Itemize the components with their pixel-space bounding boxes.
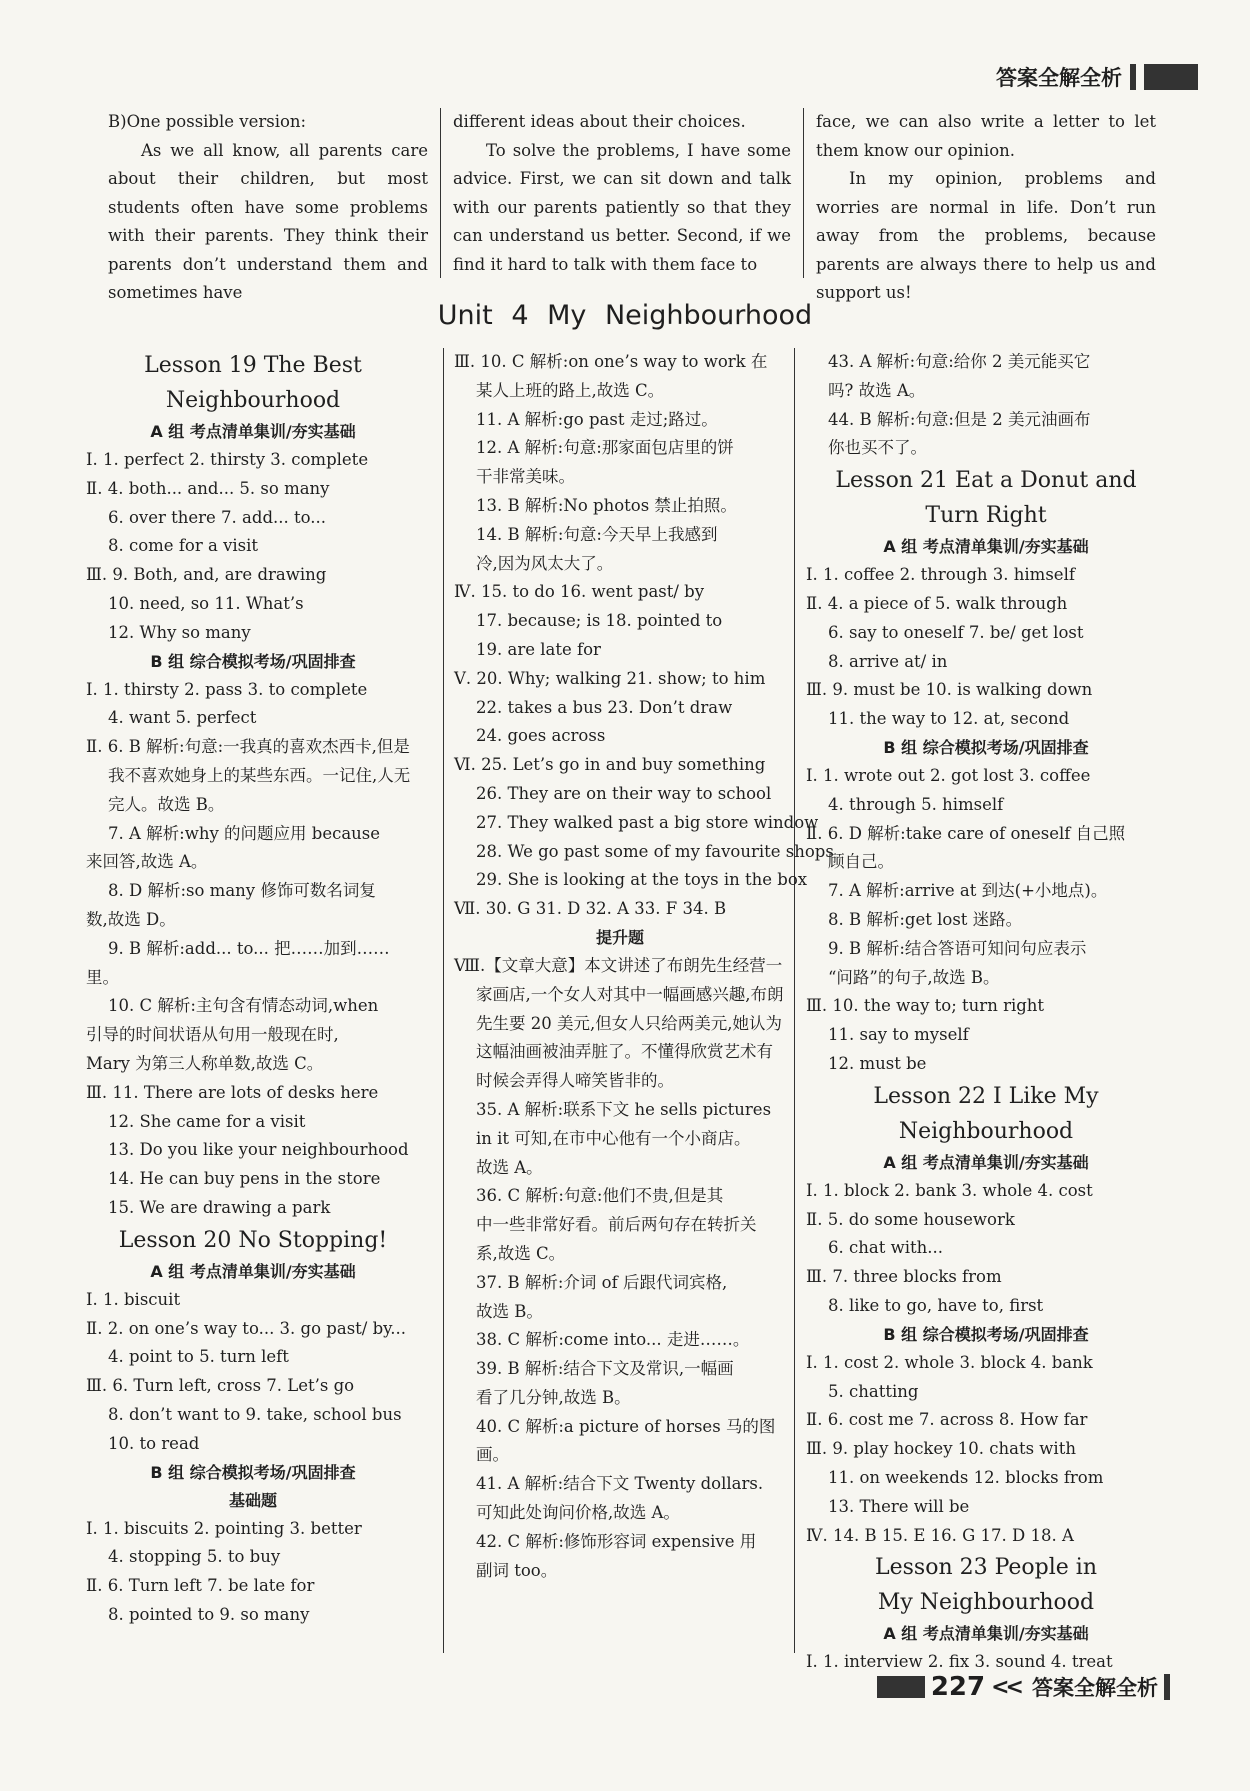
essay-paragraph: In my opinion, problems and worries are normal in life. Don’t run away from the problems, because parents are always there to help us and support us!: [816, 169, 1156, 302]
answer-line: 顾自己。: [828, 852, 894, 872]
answer-line: Ⅲ. 7. three blocks from: [806, 1267, 1002, 1287]
answer-line: 37. B 解析:介词 of 后跟代词宾格,: [476, 1272, 728, 1292]
answer-line: 12. must be: [828, 1053, 927, 1073]
answer-line: Ⅶ. 30. G 31. D 32. A 33. F 34. B: [454, 899, 727, 919]
answer-line: Ⅲ. 11. There are lots of desks here: [86, 1082, 379, 1102]
group-heading: 基础题: [228, 1490, 277, 1510]
answer-line: 干非常美味。: [476, 467, 575, 487]
footer-title: 答案全解全析: [1032, 1676, 1158, 1700]
group-heading: 提升题: [595, 927, 644, 947]
lesson-title: Lesson 22 I Like My: [873, 1083, 1099, 1109]
answer-line: Ⅱ. 4. a piece of 5. walk through: [806, 593, 1068, 613]
answer-line: 副词 too。: [476, 1560, 558, 1580]
answer-line: 26. They are on their way to school: [476, 783, 772, 803]
answer-line: 故选 B。: [476, 1301, 543, 1321]
answer-column-3: [806, 348, 1166, 1677]
answer-line: 13. Do you like your neighbourhood: [108, 1140, 409, 1160]
essay-column-1: [108, 108, 441, 302]
answer-line: 44. B 解析:句意:但是 2 美元油画布: [828, 409, 1091, 429]
answer-line: Ⅰ. 1. wrote out 2. got lost 3. coffee: [806, 765, 1091, 785]
lesson-title: My Neighbourhood: [877, 1590, 1095, 1616]
answer-line: Ⅱ. 6. cost me 7. across 8. How far: [806, 1410, 1088, 1430]
answer-line: 10. need, so 11. What’s: [108, 593, 304, 613]
answer-line: 4. through 5. himself: [828, 794, 1004, 814]
answer-line: Ⅰ. 1. coffee 2. through 3. himself: [806, 565, 1075, 585]
answer-line: Ⅲ. 6. Turn left, cross 7. Let’s go: [86, 1376, 355, 1396]
answer-line: Ⅰ. 1. thirsty 2. pass 3. to complete: [86, 679, 368, 699]
essay-paragraph: different ideas about their choices.: [453, 112, 746, 131]
answer-line: 6. over there 7. add... to...: [108, 507, 326, 527]
answer-line: 看了几分钟,故选 B。: [476, 1387, 631, 1407]
answer-line: 13. There will be: [828, 1496, 970, 1516]
answer-column-2: [443, 348, 834, 1653]
answer-line: 14. B 解析:句意:今天早上我感到: [476, 524, 718, 544]
answer-line: 43. A 解析:句意:给你 2 美元能买它: [828, 352, 1091, 371]
answer-line: 22. takes a bus 23. Don’t draw: [476, 697, 733, 717]
answer-line: Ⅱ. 2. on one’s way to... 3. go past/ by...: [86, 1318, 407, 1338]
answer-line: 故选 A。: [476, 1157, 543, 1177]
answer-line: 17. because; is 18. pointed to: [476, 611, 723, 631]
answer-line: 24. goes across: [476, 726, 606, 746]
answer-line: 8. arrive at/ in: [828, 651, 948, 671]
essay-paragraph: face, we can also write a letter to let them know our opinion.: [816, 112, 1156, 160]
answer-line: 中一些非常好看。前后两句存在转折关: [476, 1215, 757, 1235]
answer-line: 19. are late for: [476, 639, 601, 659]
essay-heading: B)One possible version:: [108, 112, 307, 131]
answer-line: Ⅰ. 1. perfect 2. thirsty 3. complete: [86, 450, 369, 469]
answer-line: Ⅱ. 4. both... and... 5. so many: [86, 478, 330, 498]
footer-block: [877, 1676, 925, 1698]
essay-column-3: [804, 108, 1168, 302]
answer-line: 38. C 解析:come into... 走进……。: [476, 1330, 750, 1350]
answer-line: Ⅲ. 9. must be 10. is walking down: [806, 680, 1093, 700]
answer-line: 11. A 解析:go past 走过;路过。: [476, 409, 718, 429]
answer-line: Ⅰ. 1. biscuit: [86, 1289, 181, 1309]
page-header: [996, 62, 1198, 92]
answer-line: 4. point to 5. turn left: [108, 1347, 289, 1367]
answer-line: 7. A 解析:arrive at 到达(+小地点)。: [828, 881, 1108, 901]
group-heading: B 组 综合模拟考场/巩固排查: [883, 737, 1089, 757]
answer-line: Ⅳ. 15. to do 16. went past/ by: [454, 582, 705, 602]
header-title: 答案全解全析: [996, 66, 1122, 90]
group-heading: B 组 综合模拟考场/巩固排查: [150, 651, 356, 671]
answer-line: 11. the way to 12. at, second: [828, 709, 1070, 729]
lesson-title: Turn Right: [925, 503, 1047, 529]
answer-line: 29. She is looking at the toys in the box: [476, 870, 808, 890]
essay-paragraph: To solve the problems, I have some advice. First, we can sit down and talk with our parents patiently so that they can understand us better. Second, if we find it hard to talk with them face to: [453, 140, 791, 274]
answer-line: Ⅰ. 1. biscuits 2. pointing 3. better: [86, 1518, 362, 1538]
essay-section: [108, 108, 1168, 302]
answer-line: Mary 为第三人称单数,故选 C。: [86, 1053, 324, 1073]
answer-line: “问路”的句子,故选 B。: [828, 967, 1000, 987]
answer-line: 你也买不了。: [828, 438, 927, 458]
answer-line: 12. She came for a visit: [108, 1111, 306, 1131]
answer-line: 冷,因为风太大了。: [476, 553, 614, 573]
page-number: 227: [930, 1672, 986, 1702]
answer-line: Ⅲ. 10. C 解析:on one’s way to work 在: [454, 352, 768, 371]
lesson-title: Neighbourhood: [898, 1118, 1074, 1144]
answer-line: 28. We go past some of my favourite shops: [476, 841, 834, 861]
answer-line: 可知此处询问价格,故选 A。: [476, 1503, 680, 1523]
answer-line: Ⅰ. 1. cost 2. whole 3. block 4. bank: [806, 1352, 1093, 1372]
group-heading: B 组 综合模拟考场/巩固排查: [150, 1462, 356, 1482]
answer-line: 8. D 解析:so many 修饰可数名词复: [108, 881, 376, 901]
answer-line: 12. A 解析:句意:那家面包店里的饼: [476, 438, 734, 458]
answer-line: Ⅰ. 1. block 2. bank 3. whole 4. cost: [806, 1180, 1093, 1200]
answer-line: 画。: [476, 1445, 509, 1465]
answer-line: 41. A 解析:结合下文 Twenty dollars.: [476, 1474, 764, 1494]
answer-line: 35. A 解析:联系下文 he sells pictures: [476, 1099, 772, 1119]
answer-line: 4. want 5. perfect: [108, 708, 257, 728]
lesson-title: Lesson 20 No Stopping!: [118, 1227, 388, 1253]
answer-line: 数,故选 D。: [86, 909, 176, 929]
lesson-title: Lesson 21 Eat a Donut and: [835, 468, 1137, 494]
answer-line: 8. come for a visit: [108, 536, 259, 556]
answer-paragraph: Ⅱ. 6. B 解析:句意:一我真的喜欢杰西卡,但是我不喜欢她身上的某些东西。一记住,人无完人。故选 B。: [86, 737, 411, 814]
group-heading: B 组 综合模拟考场/巩固排查: [883, 1324, 1089, 1344]
answer-line: 40. C 解析:a picture of horses 马的图: [476, 1416, 776, 1436]
group-heading: A 组 考点清单集训/夯实基础: [150, 422, 356, 441]
answer-line: Ⅲ. 9. Both, and, are drawing: [86, 565, 327, 585]
answer-line: 12. Why so many: [108, 622, 251, 642]
answer-line: in it 可知,在市中心他有一个小商店。: [476, 1128, 751, 1148]
header-block: [1144, 64, 1198, 90]
answer-line: 引导的时间状语从句用一般现在时,: [86, 1025, 339, 1045]
essay-paragraph: As we all know, all parents care about their children, but most students often have some problems with their parents. They think their parents don’t understand them and sometimes have: [108, 140, 428, 302]
answer-line: 6. say to oneself 7. be/ get lost: [828, 622, 1084, 642]
lesson-title: Neighbourhood: [165, 388, 341, 413]
essay-column-2: [441, 108, 804, 278]
double-chevron-left-icon: <<: [991, 1674, 1020, 1700]
group-heading: A 组 考点清单集训/夯实基础: [150, 1261, 356, 1281]
answer-line: 11. on weekends 12. blocks from: [828, 1467, 1104, 1487]
answer-line: 27. They walked past a big store window: [476, 812, 819, 832]
answer-line: Ⅴ. 20. Why; walking 21. show; to him: [454, 668, 766, 688]
page-footer: [877, 1672, 1170, 1702]
group-heading: A 组 考点清单集训/夯实基础: [883, 537, 1089, 557]
answer-paragraph: Ⅷ.【文章大意】本文讲述了布朗先生经营一家画店,一个女人对其中一幅画感兴趣,布朗先生要 20 美元,但女人只给两美元,她认为这幅油画被油弄脏了。不懂得欣赏艺术有时候会弄得人啼笑皆非的。: [454, 955, 784, 1091]
answer-line: Ⅲ. 9. play hockey 10. chats with: [806, 1439, 1076, 1459]
answer-line: 9. B 解析:结合答语可知问句应表示: [828, 938, 1087, 958]
lesson-title: Lesson 19 The Best: [144, 353, 362, 378]
group-heading: A 组 考点清单集训/夯实基础: [883, 1152, 1089, 1172]
answer-line: 10. to read: [108, 1433, 200, 1453]
answer-line: Ⅱ. 6. D 解析:take care of oneself 自己照: [806, 823, 1126, 843]
answer-line: 10. C 解析:主句含有情态动词,when: [108, 996, 379, 1016]
answer-line: 6. chat with...: [828, 1238, 943, 1258]
answer-line: 来回答,故选 A。: [86, 852, 208, 872]
answer-line: 8. B 解析:get lost 迷路。: [828, 909, 1023, 929]
answer-line: 系,故选 C。: [476, 1243, 566, 1263]
answer-line: 5. chatting: [828, 1381, 919, 1401]
header-bar: [1130, 64, 1136, 90]
unit-title: Unit 4 My Neighbourhood: [437, 300, 813, 331]
answer-line: 吗? 故选 A。: [828, 380, 926, 400]
answer-line: Ⅱ. 5. do some housework: [806, 1209, 1015, 1229]
answer-line: 39. B 解析:结合下文及常识,一幅画: [476, 1359, 734, 1379]
answer-line: 8. don’t want to 9. take, school bus: [108, 1404, 402, 1424]
answer-line: Ⅵ. 25. Let’s go in and buy something: [454, 755, 766, 775]
answer-line: 8. pointed to 9. so many: [108, 1604, 310, 1624]
answer-line: Ⅱ. 6. Turn left 7. be late for: [86, 1576, 315, 1596]
answer-line: 36. C 解析:句意:他们不贵,但是其: [476, 1186, 724, 1206]
answer-line: 7. A 解析:why 的问题应用 because: [108, 823, 381, 843]
answer-line: 某人上班的路上,故选 C。: [476, 380, 665, 400]
answer-line: 13. B 解析:No photos 禁止拍照。: [476, 495, 737, 515]
answer-column-1: [86, 348, 420, 1630]
answer-line: 8. like to go, have to, first: [828, 1295, 1044, 1315]
answer-line: 里。: [86, 967, 119, 987]
answer-line: 14. He can buy pens in the store: [108, 1169, 381, 1189]
answer-line: Ⅳ. 14. B 15. E 16. G 17. D 18. A: [806, 1525, 1074, 1545]
answer-line: 9. B 解析:add... to... 把……加到……: [108, 938, 390, 958]
answer-line: 4. stopping 5. to buy: [108, 1547, 281, 1567]
answer-line: 15. We are drawing a park: [108, 1197, 331, 1217]
answer-line: 11. say to myself: [828, 1025, 969, 1045]
lesson-title: Lesson 23 People in: [874, 1555, 1098, 1581]
answer-line: Ⅲ. 10. the way to; turn right: [806, 996, 1045, 1016]
footer-bar: [1164, 1674, 1170, 1700]
group-heading: A 组 考点清单集训/夯实基础: [883, 1624, 1089, 1644]
answer-line: Ⅰ. 1. interview 2. fix 3. sound 4. treat: [806, 1652, 1113, 1672]
answer-line: 42. C 解析:修饰形容词 expensive 用: [476, 1531, 757, 1551]
